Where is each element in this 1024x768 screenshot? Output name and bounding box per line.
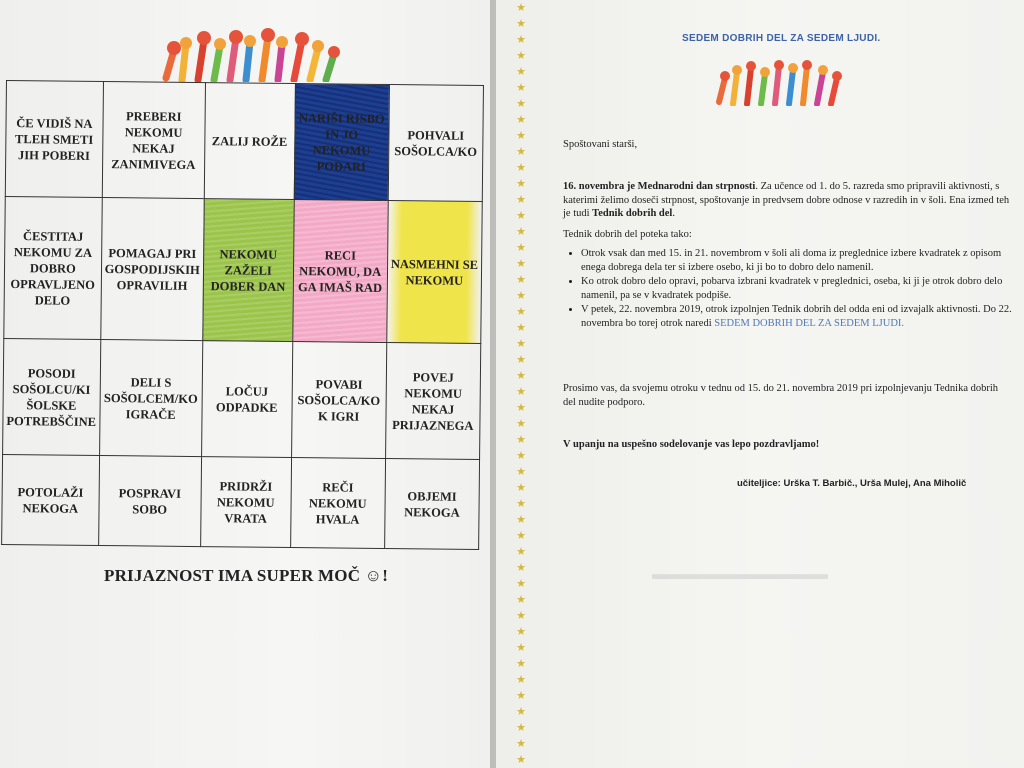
paragraph-how: Tednik dobrih del poteka tako: [563, 229, 692, 240]
grid-row [3, 339, 481, 460]
intro-text: . Za učence od 1. do 5. razreda smo pripravili aktivnosti, s katerimi želimo doseči strpnost, spoštovanje in predvsem dobre odnose v razredih in v šoli. Ena izmed teh je tudi [563, 181, 1010, 219]
grid-row [2, 455, 480, 550]
star-border: ★ ★ ★ ★ ★ ★ ★ ★ ★ ★ ★ ★ ★ ★ ★ ★ ★ ★ ★ ★ ★ ★ ★ ★ ★ ★ ★ ★ ★ ★ ★ ★ ★ ★ ★ ★ ★ ★ ★ ★ ★ ★ ★ ★ ★ ★ ★ ★ [516, 1, 526, 766]
grid-cell: POVABI SOŠOLCA/KO K IGRI [291, 342, 386, 459]
left-page [0, 0, 492, 768]
closing-line: V upanju na uspešno sodelovanje vas lepo pozdravljamo! [563, 439, 820, 450]
intro-bold: 16. novembra je Mednarodni dan strpnosti [563, 181, 756, 192]
list-item [581, 303, 1021, 330]
grid-cell: POSPRAVI SOBO [98, 456, 201, 547]
list-item: • Ko otrok dobro delo opravi, pobarva izbrani kvadratek v preglednici, oseba, ki ji je otrok dobro delo namenil, pa se v kvadratek podpiše. [581, 275, 1021, 302]
paragraph-request: Prosimo vas, da svojemu otroku v tednu od 15. do 21. novembra 2019 pri izpolnjevanju Tednika dobrih del nudite podporo. [563, 383, 999, 408]
grid-cell: POHVALI SOŠOLCA/KO [388, 85, 483, 202]
grid-cell: DELI S SOŠOLCEM/KO IGRAČE [99, 340, 202, 457]
bleed-through-text: ▬▬▬▬▬▬▬▬▬▬▬ [652, 566, 828, 583]
grid-cell: LOČUJ ODPADKE [201, 341, 292, 458]
step3-text: V petek, 22. novembra 2019, otrok izpolnjen Tednik dobrih del odda eni od izvajalk aktivnosti. Do 22. novembra bo torej otrok naredi [581, 304, 1012, 329]
grid-cell: PREBERI NEKOMU NEKAJ ZANIMIVEGA [102, 82, 205, 199]
hands-illustration-small [705, 56, 849, 106]
signature: učiteljice: Urška T. Barbič., Urša Mulej, Ana Miholič [737, 478, 967, 489]
step3-accent: SEDEM DOBRIH DEL ZA SEDEM LJUDI. [714, 317, 905, 329]
slogan: PRIJAZNOST IMA SUPER MOČ ☺! [104, 566, 389, 585]
grid-cell-colored-yellow: NASMEHNI SE NEKOMU [387, 201, 483, 344]
grid-cell: REČI NEKOMU HVALA [290, 458, 385, 549]
grid-cell: POVEJ NEKOMU NEKAJ PRIJAZNEGA [385, 343, 480, 460]
grid-row [5, 81, 483, 202]
grid-cell: ČE VIDIŠ NA TLEH SMETI JIH POBERI [5, 81, 103, 198]
letter-title: SEDEM DOBRIH DEL ZA SEDEM LJUDI. [682, 33, 881, 44]
paragraph-intro [563, 180, 1013, 221]
grid-cell: ČESTITAJ NEKOMU ZA DOBRO OPRAVLJENO DELO [4, 196, 102, 339]
grid-cell: POMAGAJ PRI GOSPODIJSKIH OPRAVILIH [100, 198, 204, 341]
grid-cell: PRIDRŽI NEKOMU VRATA [200, 457, 291, 548]
intro-end: . [672, 208, 675, 219]
good-deeds-grid [1, 80, 484, 550]
grid-cell-colored-blue: NARIŠI RISBO IN JO NEKOMU PODARI [294, 84, 389, 201]
grid-cell-colored-green: NEKOMU ZAŽELI DOBER DAN [203, 199, 294, 342]
intro-bold-2: Tednik dobrih del [592, 208, 673, 219]
grid-row [4, 196, 482, 343]
grid-cell-colored-pink: RECI NEKOMU, DA GA IMAŠ RAD [292, 200, 388, 343]
grid-cell: ZALIJ ROŽE [204, 83, 295, 200]
steps-list [563, 247, 1021, 331]
grid-cell: OBJEMI NEKOGA [384, 459, 479, 550]
grid-cell: POTOLAŽI NEKOGA [2, 455, 100, 546]
hands-illustration [146, 28, 346, 82]
grid-cell: POSODI SOŠOLCU/KI ŠOLSKE POTREBŠČINE [3, 339, 101, 456]
greeting: Spoštovani starši, [563, 139, 638, 150]
list-item: • Otrok vsak dan med 15. in 21. novembrom v šoli ali doma iz preglednice izbere kvadratek z opisom enega dobrega dela ter si izbere osebo, ki ji bo to dobro delo namenil. [581, 247, 1021, 274]
